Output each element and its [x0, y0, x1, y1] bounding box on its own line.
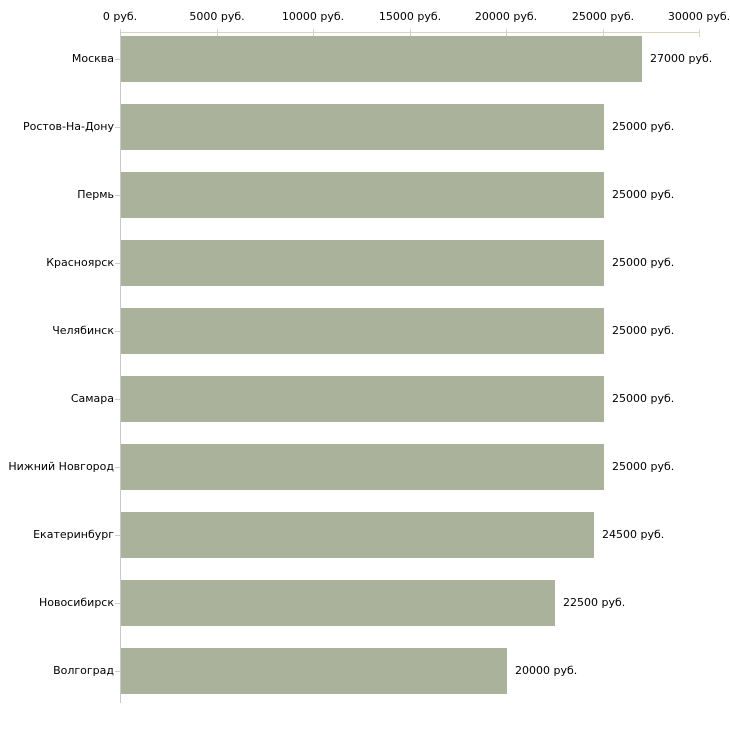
bar[interactable]	[121, 308, 604, 354]
category-tick	[115, 535, 120, 536]
x-axis-tick-label: 30000 руб.	[667, 10, 730, 23]
bar[interactable]	[121, 36, 642, 82]
category-tick	[115, 331, 120, 332]
value-label: 20000 руб.	[515, 664, 578, 677]
category-label: Екатеринбург	[33, 528, 114, 541]
category-tick	[115, 263, 120, 264]
value-label: 25000 руб.	[612, 324, 675, 337]
category-tick	[115, 603, 120, 604]
bar[interactable]	[121, 172, 604, 218]
bar[interactable]	[121, 104, 604, 150]
category-label: Ростов-На-Дону	[22, 120, 114, 133]
category-tick	[115, 195, 120, 196]
x-axis-tick-label: 5000 руб.	[189, 10, 245, 23]
value-label: 22500 руб.	[563, 596, 626, 609]
category-label: Нижний Новгород	[8, 460, 114, 473]
bar[interactable]	[121, 376, 604, 422]
x-axis-tick-label: 20000 руб.	[474, 10, 538, 23]
category-tick	[115, 127, 120, 128]
category-label: Челябинск	[52, 324, 114, 337]
category-label: Москва	[71, 52, 114, 65]
category-label: Красноярск	[46, 256, 114, 269]
bar[interactable]	[121, 240, 604, 286]
x-axis-tick	[699, 29, 700, 37]
x-axis-tick-label: 15000 руб.	[378, 10, 442, 23]
value-label: 24500 руб.	[602, 528, 665, 541]
value-label: 25000 руб.	[612, 460, 675, 473]
category-label: Волгоград	[53, 664, 114, 677]
category-tick	[115, 399, 120, 400]
category-tick	[115, 671, 120, 672]
category-tick	[115, 467, 120, 468]
x-axis-tick-label: 10000 руб.	[281, 10, 345, 23]
value-label: 25000 руб.	[612, 120, 675, 133]
bar[interactable]	[121, 580, 555, 626]
x-axis-tick-label: 25000 руб.	[571, 10, 635, 23]
category-tick	[115, 59, 120, 60]
category-label: Новосибирск	[38, 596, 114, 609]
bar[interactable]	[121, 512, 594, 558]
category-label: Пермь	[77, 188, 114, 201]
bar[interactable]	[121, 648, 507, 694]
value-label: 25000 руб.	[612, 256, 675, 269]
bar[interactable]	[121, 444, 604, 490]
value-label: 25000 руб.	[612, 188, 675, 201]
value-label: 27000 руб.	[650, 52, 713, 65]
x-axis-tick-label: 0 руб.	[102, 10, 138, 23]
value-label: 25000 руб.	[612, 392, 675, 405]
category-label: Самара	[70, 392, 114, 405]
